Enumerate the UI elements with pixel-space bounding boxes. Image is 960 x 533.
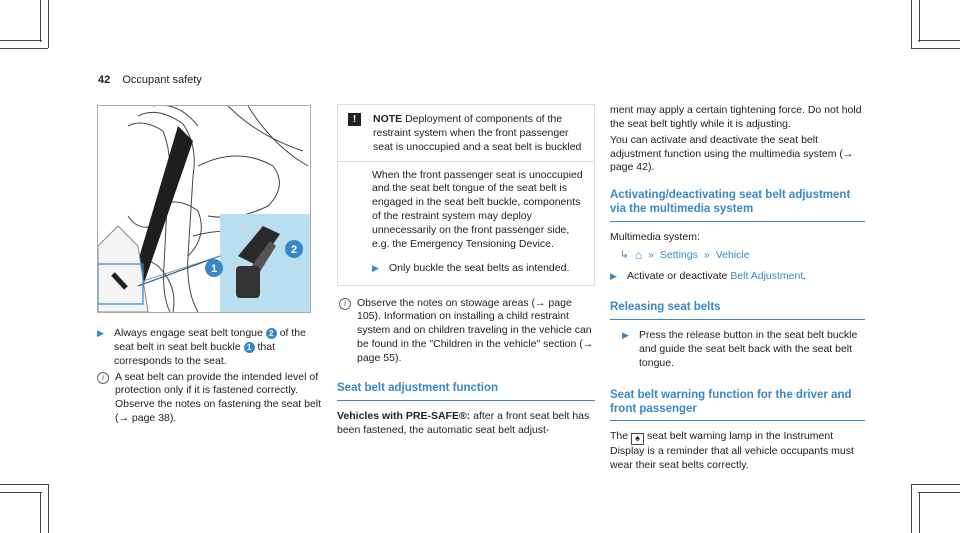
- menu-settings[interactable]: Settings: [659, 248, 698, 261]
- crop-mark: [48, 484, 49, 533]
- paragraph: The ♠ seat belt warning lamp in the Instrument Display is a reminder that all vehicle occupants must wear their seat belts correctly.: [610, 430, 854, 472]
- crop-mark: [0, 484, 48, 485]
- note-title-block: [373, 113, 584, 155]
- section-heading: Activating/deactivating seat belt adjustment via the multimedia system: [610, 189, 865, 222]
- paragraph: ment may apply a certain tightening force. Do not hold the seat belt tightly while it is adjusting.: [610, 104, 862, 130]
- menu-vehicle[interactable]: Vehicle: [715, 248, 750, 261]
- crop-mark: [48, 0, 49, 48]
- bullet-text: Always engage seat belt tongue 2 of the seat belt in seat belt buckle 1 that corresponds to the seat.: [114, 327, 306, 367]
- list-item: [97, 327, 325, 369]
- note-label: NOTE: [373, 113, 403, 125]
- bullet-arrow-icon: ▶: [610, 270, 617, 281]
- info-note: [97, 371, 325, 426]
- info-text: Observe the notes on stowage areas (→ page 105). Information on installing a child restraint system and on children traveling in the vehicle can be found in the "Children in the vehicle" section (→ page 55).: [357, 296, 594, 365]
- page-header: [98, 73, 202, 88]
- exclamation-icon: !: [348, 113, 361, 126]
- callout-1: 1: [210, 263, 218, 275]
- section-heading: Seat belt adjustment function: [337, 382, 595, 401]
- bullet-arrow-icon: ▶: [372, 262, 379, 273]
- list-item: [610, 270, 865, 284]
- seat-illustration: [98, 106, 310, 312]
- crop-mark: [0, 492, 42, 493]
- note-header: [338, 105, 594, 162]
- note-bullet-text: Only buckle the seat belts as intended.: [389, 261, 570, 274]
- belt-adjustment-setting[interactable]: Belt Adjustment: [730, 269, 804, 282]
- note-box: [337, 104, 595, 286]
- chevron-double-icon: »: [703, 248, 710, 261]
- section-title: Occupant safety: [122, 74, 202, 86]
- paragraph: Vehicles with PRE-SAFE®: after a front seat belt has been fastened, the automatic seat belt adjust-: [337, 409, 590, 436]
- seatbelt-icon: ♠: [631, 433, 644, 445]
- seatbelt-figure: [97, 105, 311, 313]
- bullet-arrow-icon: ▶: [97, 328, 104, 338]
- crop-mark: [911, 484, 912, 533]
- callout-2-ref: 2: [266, 328, 277, 339]
- crop-mark: [911, 0, 912, 48]
- crop-mark: [918, 492, 960, 493]
- bullet-text: Press the release button in the seat belt buckle and guide the seat belt back with the seat belt tongue.: [639, 329, 858, 369]
- list-item: [372, 262, 584, 276]
- bullet-arrow-icon: ▶: [622, 330, 629, 341]
- crop-mark: [911, 48, 960, 49]
- info-icon: i: [339, 298, 351, 310]
- column-3: [610, 104, 865, 473]
- list-item: [610, 329, 865, 371]
- page-number: 42: [98, 74, 111, 86]
- chevron-double-icon: »: [648, 248, 654, 261]
- crop-mark: [40, 492, 41, 533]
- crop-mark: [40, 0, 41, 42]
- crop-mark: [911, 484, 960, 485]
- callout-1-ref: 1: [244, 342, 255, 353]
- submenu-arrow-icon: ↳: [620, 248, 629, 261]
- crop-mark: [919, 492, 920, 533]
- crop-mark: [918, 40, 960, 41]
- paragraph: You can activate and deactivate the seat belt adjustment function using the multimedia system (→ page 42).: [610, 133, 854, 174]
- note-text: When the front passenger seat is unoccupied and the seat belt tongue of the seat belt is engaged in the seat belt buckle, components of the restraint system may deploy unnecessarily on the front passenger side, e.g. the Emergency Tensioning Device.: [372, 168, 583, 250]
- bullet-text: Activate or deactivate Belt Adjustment.: [627, 269, 807, 282]
- home-icon: ⌂: [634, 247, 643, 262]
- callout-2: 2: [290, 244, 298, 256]
- menu-path: [610, 248, 865, 264]
- crop-mark: [0, 48, 48, 49]
- info-icon: i: [97, 372, 109, 384]
- info-text: A seat belt can provide the intended level of protection only if it is fastened correctly. Observe the notes on fastening the seat belt (→ page 38).: [115, 370, 322, 425]
- crop-mark: [0, 40, 42, 41]
- note-body: [338, 162, 594, 285]
- info-note: [337, 297, 595, 366]
- section-heading: Seat belt warning function for the driver and front passenger: [610, 389, 865, 422]
- section-heading: Releasing seat belts: [610, 301, 865, 320]
- crop-mark: [919, 0, 920, 42]
- column-1: [97, 323, 325, 426]
- multimedia-label: Multimedia system:: [610, 230, 700, 243]
- note-title: Deployment of components of the restraint system when the front passenger seat is unoccupied and a seat belt is buckled: [373, 113, 582, 153]
- column-2: [337, 104, 595, 437]
